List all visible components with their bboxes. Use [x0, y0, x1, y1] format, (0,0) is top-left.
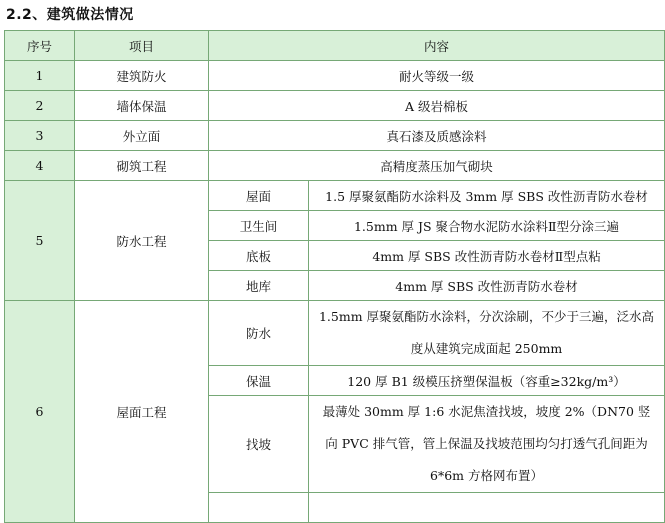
table-header-row: [5, 31, 665, 61]
construction-table: [4, 30, 665, 523]
header-no: 序号: [5, 31, 75, 61]
row-item: 建筑防火: [75, 61, 209, 91]
sub-item: 找坡: [209, 396, 309, 493]
sub-item: 屋面: [209, 181, 309, 211]
group6-item: 屋面工程: [75, 301, 209, 523]
sub-item: 地库: [209, 271, 309, 301]
row-no: 1: [5, 61, 75, 91]
row-content: A 级岩棉板: [209, 91, 665, 121]
sub-content: 1.5mm 厚聚氨酯防水涂料，分次涂刷，不少于三遍，泛水高度从建筑完成面起 250mm: [309, 301, 665, 366]
sub-item: 保温: [209, 366, 309, 396]
group5-item: 防水工程: [75, 181, 209, 301]
row-content: 高精度蒸压加气砌块: [209, 151, 665, 181]
group5-no: 5: [5, 181, 75, 301]
table-row: [5, 91, 665, 121]
sub-content: 4mm 厚 SBS 改性沥青防水卷材: [309, 271, 665, 301]
sub-item: 底板: [209, 241, 309, 271]
section-title: 2.2、建筑做法情况: [6, 7, 134, 23]
header-item: 项目: [75, 31, 209, 61]
row-no: 4: [5, 151, 75, 181]
sub-item: 卫生间: [209, 211, 309, 241]
table-row: [5, 121, 665, 151]
row-item: 墙体保温: [75, 91, 209, 121]
row-content: 耐火等级一级: [209, 61, 665, 91]
row-no: 2: [5, 91, 75, 121]
table-row: [5, 151, 665, 181]
sub-content: 1.5 厚聚氨酯防水涂料及 3mm 厚 SBS 改性沥青防水卷材: [309, 181, 665, 211]
sub-content: 1.5mm 厚 JS 聚合物水泥防水涂料Ⅱ型分涂三遍: [309, 211, 665, 241]
row-no: 3: [5, 121, 75, 151]
header-content: 内容: [209, 31, 665, 61]
row-item: 砌筑工程: [75, 151, 209, 181]
sub-item: 防水: [209, 301, 309, 366]
sub-content: 120 厚 B1 级模压挤塑保温板（容重≥32kg/m³）: [309, 366, 665, 396]
table-row: [5, 301, 665, 366]
sub-content: 4mm 厚 SBS 改性沥青防水卷材Ⅱ型点粘: [309, 241, 665, 271]
group6-no: 6: [5, 301, 75, 523]
table-row: [5, 181, 665, 211]
row-content: 真石漆及质感涂料: [209, 121, 665, 151]
table-row: [5, 61, 665, 91]
row-item: 外立面: [75, 121, 209, 151]
sub-content: 最薄处 30mm 厚 1:6 水泥焦渣找坡，坡度 2%（DN70 竖向 PVC 排气管，管上保温及找坡范围均匀打透气孔间距为 6*6m 方格网布置）: [309, 396, 665, 493]
